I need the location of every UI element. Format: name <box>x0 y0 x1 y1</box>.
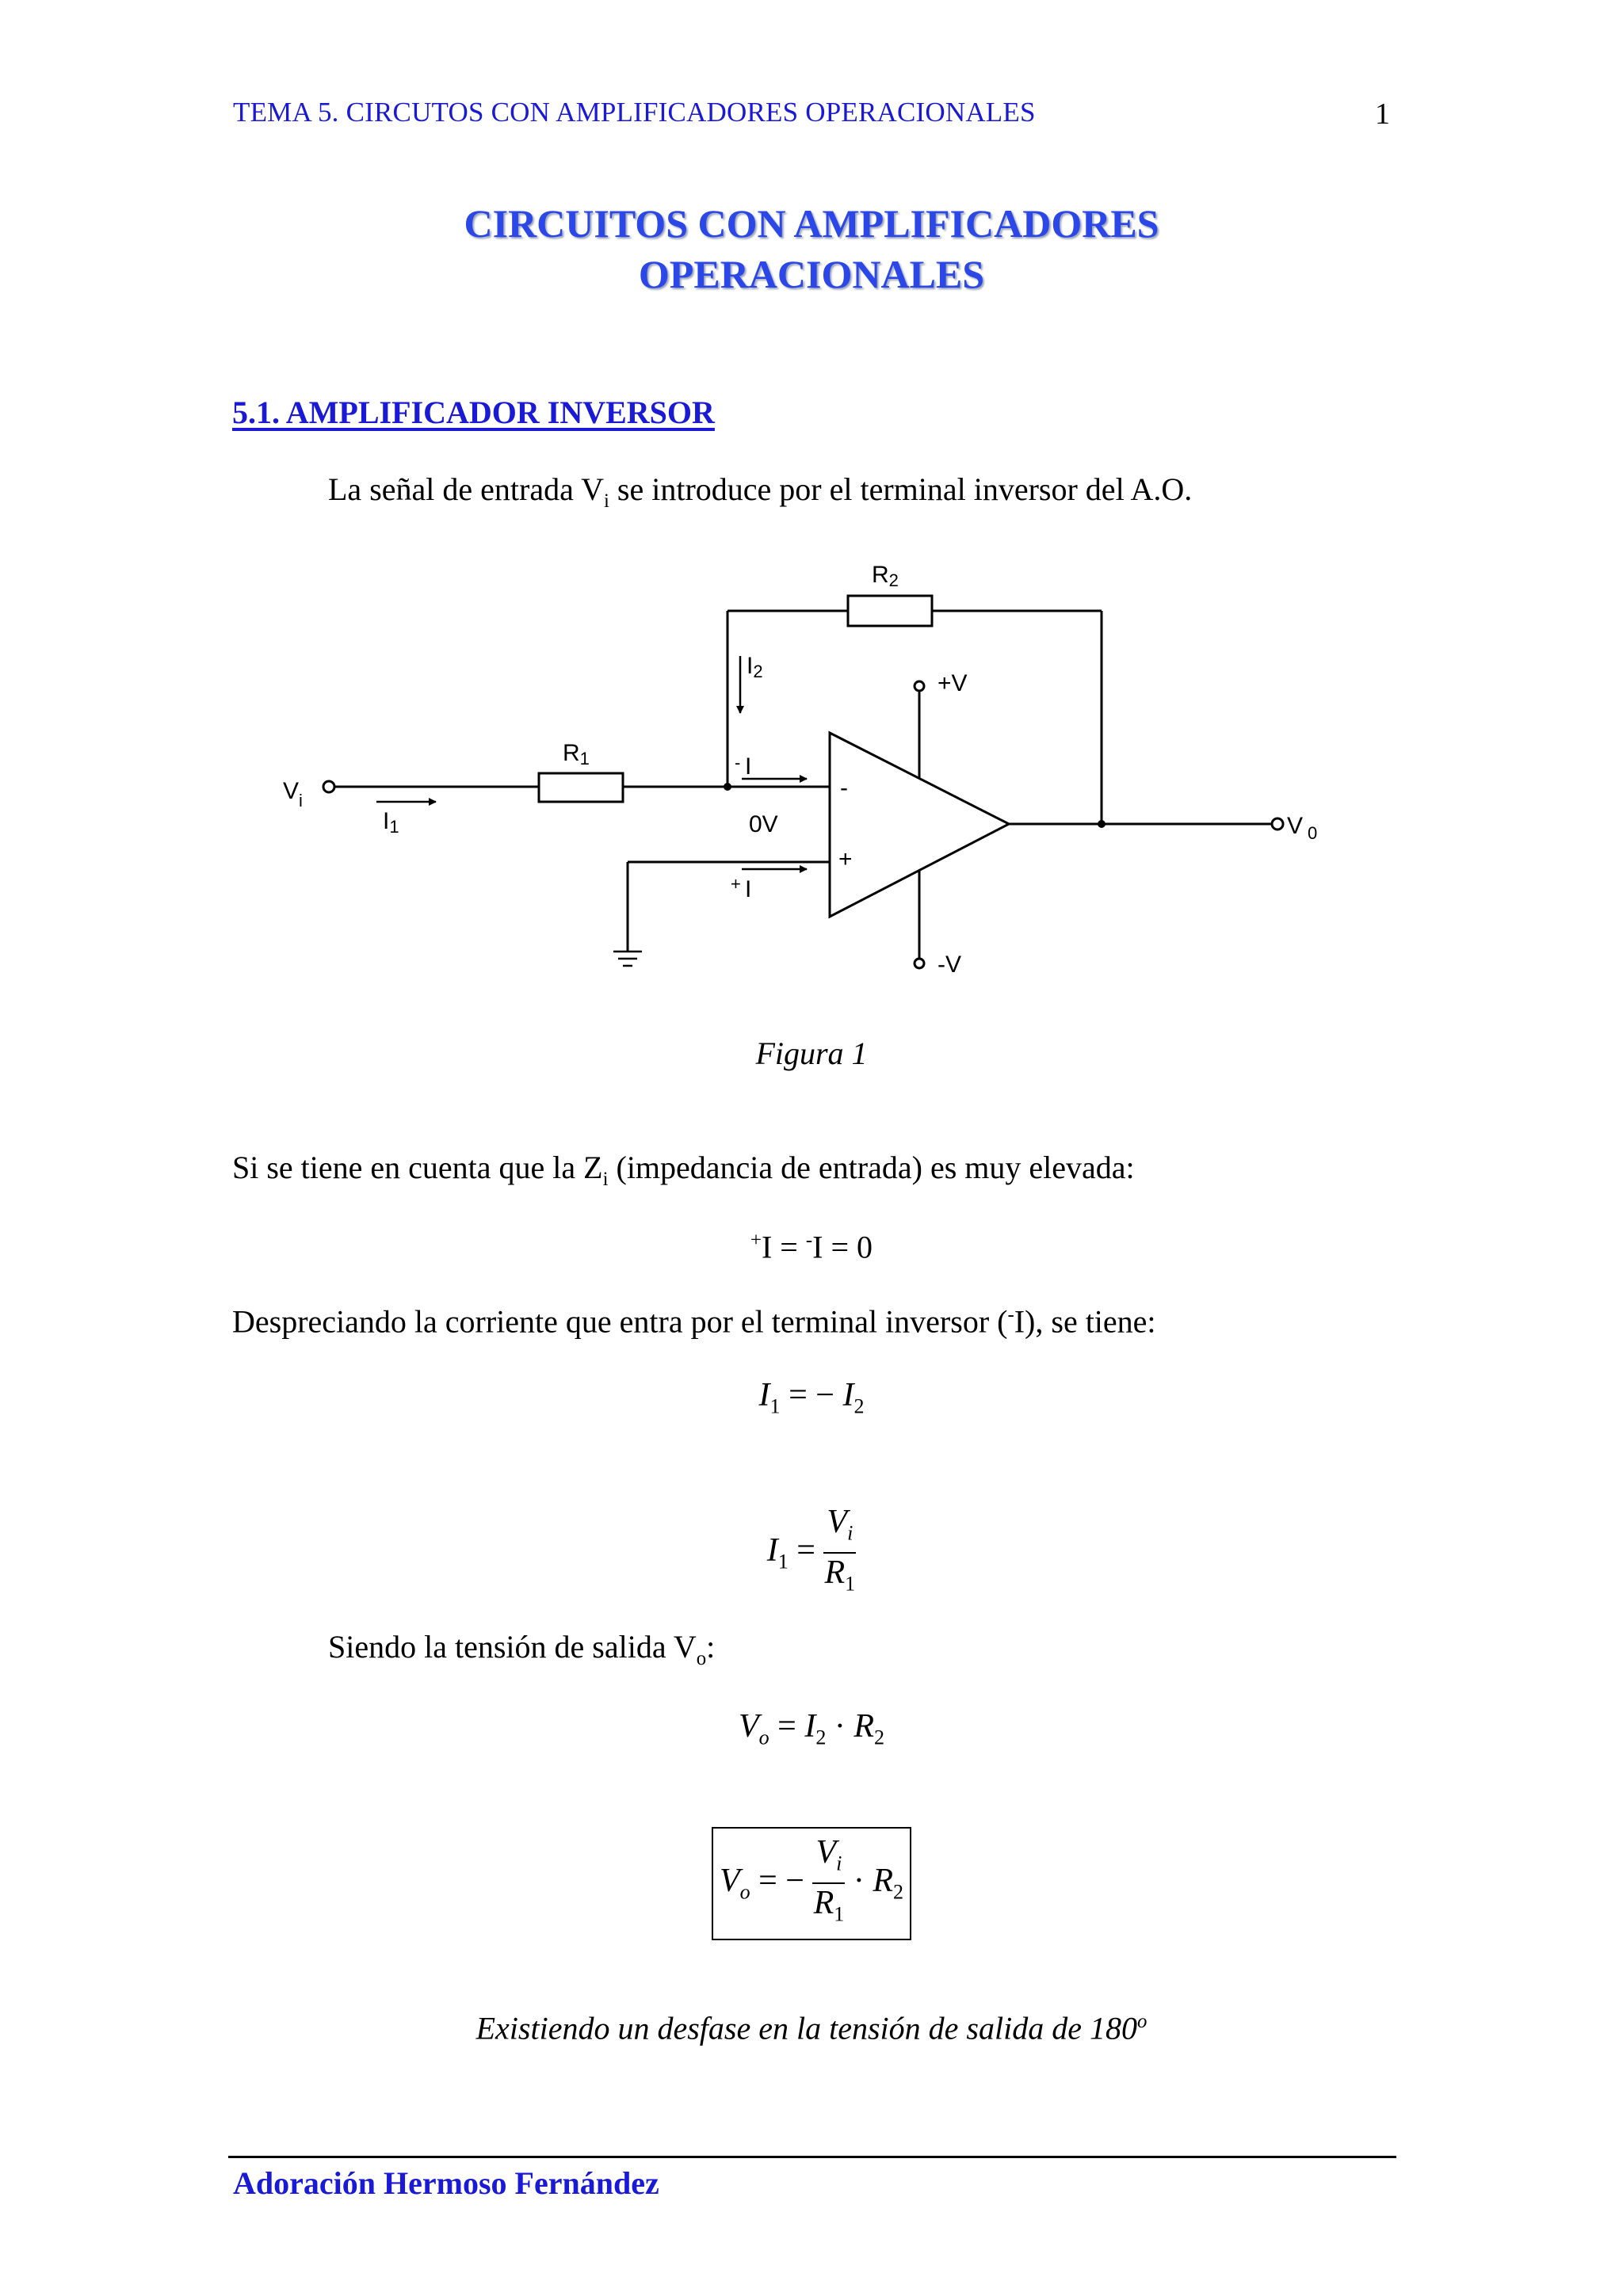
vi-label: $V_i$ <box>283 778 303 810</box>
minus-i-label: I <box>745 753 752 780</box>
plus-v-label: +V <box>938 670 968 696</box>
eq1-lhs: I <box>758 1377 770 1413</box>
eq4-denominator: $R_1$ <box>813 1885 845 1926</box>
despreciando-sign: - <box>1007 1304 1014 1325</box>
salida-paragraph <box>328 1628 715 1678</box>
salida-text-2: : <box>706 1629 716 1665</box>
zi-paragraph <box>232 1149 1135 1199</box>
r2-label: R2 <box>872 562 899 590</box>
conclusion-degree-sup: o <box>1136 2011 1148 2032</box>
eq2-denominator: $R_1$ <box>824 1554 856 1596</box>
minus-i-sign: - <box>735 753 741 772</box>
conclusion-text <box>0 2003 1623 2047</box>
salida-text-1: Siendo la tensión de salida V <box>328 1629 697 1665</box>
eq1-rhs-sub: 2 <box>854 1394 865 1418</box>
eq1-lhs-sub: 1 <box>769 1394 781 1418</box>
equation-input-currents <box>0 1222 1623 1266</box>
resistor-r2 <box>848 596 932 626</box>
despreciando-paragraph <box>232 1296 1156 1341</box>
despreciando-text-2: I), se tiene: <box>1014 1303 1156 1340</box>
eq4-dot: · <box>845 1863 873 1900</box>
page-number: 1 <box>1375 97 1390 131</box>
inverting-input-sign: - <box>840 775 848 801</box>
intro-text-2: se introduce por el terminal inversor del A.O. <box>609 471 1193 507</box>
negative-supply-terminal <box>915 959 924 968</box>
eq2-lhs: I <box>766 1532 778 1569</box>
eq2-operator: = <box>788 1532 824 1569</box>
footer-divider <box>228 2156 1396 2158</box>
eq4-lhs: V <box>719 1863 740 1900</box>
vo-terminal <box>1272 818 1283 830</box>
eq-currents-part-1: I = <box>761 1229 806 1265</box>
eq-currents-part-2: I = 0 <box>812 1229 873 1265</box>
i2-label: I2 <box>747 653 763 681</box>
eq3-lhs-sub: o <box>758 1726 769 1749</box>
boxed-equation-vo <box>712 1827 911 1940</box>
salida-sub: o <box>696 1648 707 1669</box>
positive-supply-terminal <box>915 681 924 691</box>
section-heading: 5.1. AMPLIFICADOR INVERSOR <box>232 395 715 430</box>
intro-text-1: La señal de entrada V <box>328 471 604 507</box>
eq2-numerator: $V_i$ <box>823 1503 856 1554</box>
eq3-dot: · <box>826 1708 854 1745</box>
intro-sub: i <box>604 490 609 512</box>
zi-text-2: (impedancia de entrada) es muy elevada: <box>608 1150 1135 1185</box>
document-title-line-2: OPERACIONALES <box>638 252 985 296</box>
eq2-lhs-sub: 1 <box>777 1550 789 1573</box>
equation-vo-i2-r2 <box>0 1707 1623 1749</box>
eq4-lhs-sub: o <box>739 1880 750 1904</box>
inverting-amplifier-circuit <box>269 547 1363 990</box>
minus-v-label: -V <box>938 952 961 978</box>
despreciando-text-1: Despreciando la corriente que entra por el terminal inversor ( <box>232 1303 1008 1340</box>
eq3-factor-b-sub: 2 <box>874 1726 885 1749</box>
eq1-operator: = − <box>780 1377 843 1413</box>
eq4-fraction <box>812 1833 845 1934</box>
eq3-factor-a: I <box>804 1708 816 1745</box>
eq4-factor-b-sub: 2 <box>893 1880 904 1904</box>
document-title <box>0 198 1623 299</box>
equation-i1-equals-minus-i2 <box>0 1376 1623 1418</box>
ground-icon <box>613 952 642 966</box>
eq1-rhs: I <box>842 1377 854 1413</box>
v0-label: V $_0$ <box>1287 813 1318 843</box>
eq3-operator: = <box>769 1708 805 1745</box>
zi-text-1: Si se tiene en cuenta que la Z <box>232 1150 603 1185</box>
eq2-fraction <box>823 1503 856 1604</box>
document-title-line-1: CIRCUITOS CON AMPLIFICADORES <box>464 201 1159 246</box>
plus-i-label: I <box>745 876 752 902</box>
intro-paragraph <box>328 471 1192 521</box>
r1-label: R1 <box>563 740 590 769</box>
eq-plus-sign: + <box>750 1230 762 1251</box>
conclusion-main: Existiendo un desfase en la tensión de salida de 180 <box>475 2010 1137 2046</box>
figure-caption: Figura 1 <box>755 1035 868 1071</box>
eq-minus-sign: - <box>805 1230 813 1251</box>
eq4-operator: = − <box>750 1863 813 1900</box>
resistor-r1 <box>539 773 623 802</box>
noninverting-input-sign: + <box>838 846 853 872</box>
input-node-dot <box>724 783 731 791</box>
eq3-factor-b: R <box>854 1708 874 1745</box>
equation-i1-ohms-law <box>0 1503 1623 1604</box>
zi-sub: i <box>602 1169 609 1190</box>
eq4-numerator: $V_i$ <box>812 1833 845 1884</box>
eq4-factor-b: R <box>873 1863 894 1900</box>
boxed-equation-wrapper <box>0 1827 1623 1940</box>
zero-volt-label: 0V <box>749 811 778 837</box>
running-header: TEMA 5. CIRCUTOS CON AMPLIFICADORES OPERACIONALES <box>233 97 1036 128</box>
plus-i-sign: + <box>731 874 741 894</box>
eq3-factor-a-sub: 2 <box>815 1726 827 1749</box>
eq3-lhs: V <box>738 1708 759 1745</box>
footer-author: Adoración Hermoso Fernández <box>233 2165 659 2201</box>
i1-label: I1 <box>383 808 399 837</box>
output-node-dot <box>1098 820 1106 828</box>
vi-terminal <box>323 781 334 792</box>
